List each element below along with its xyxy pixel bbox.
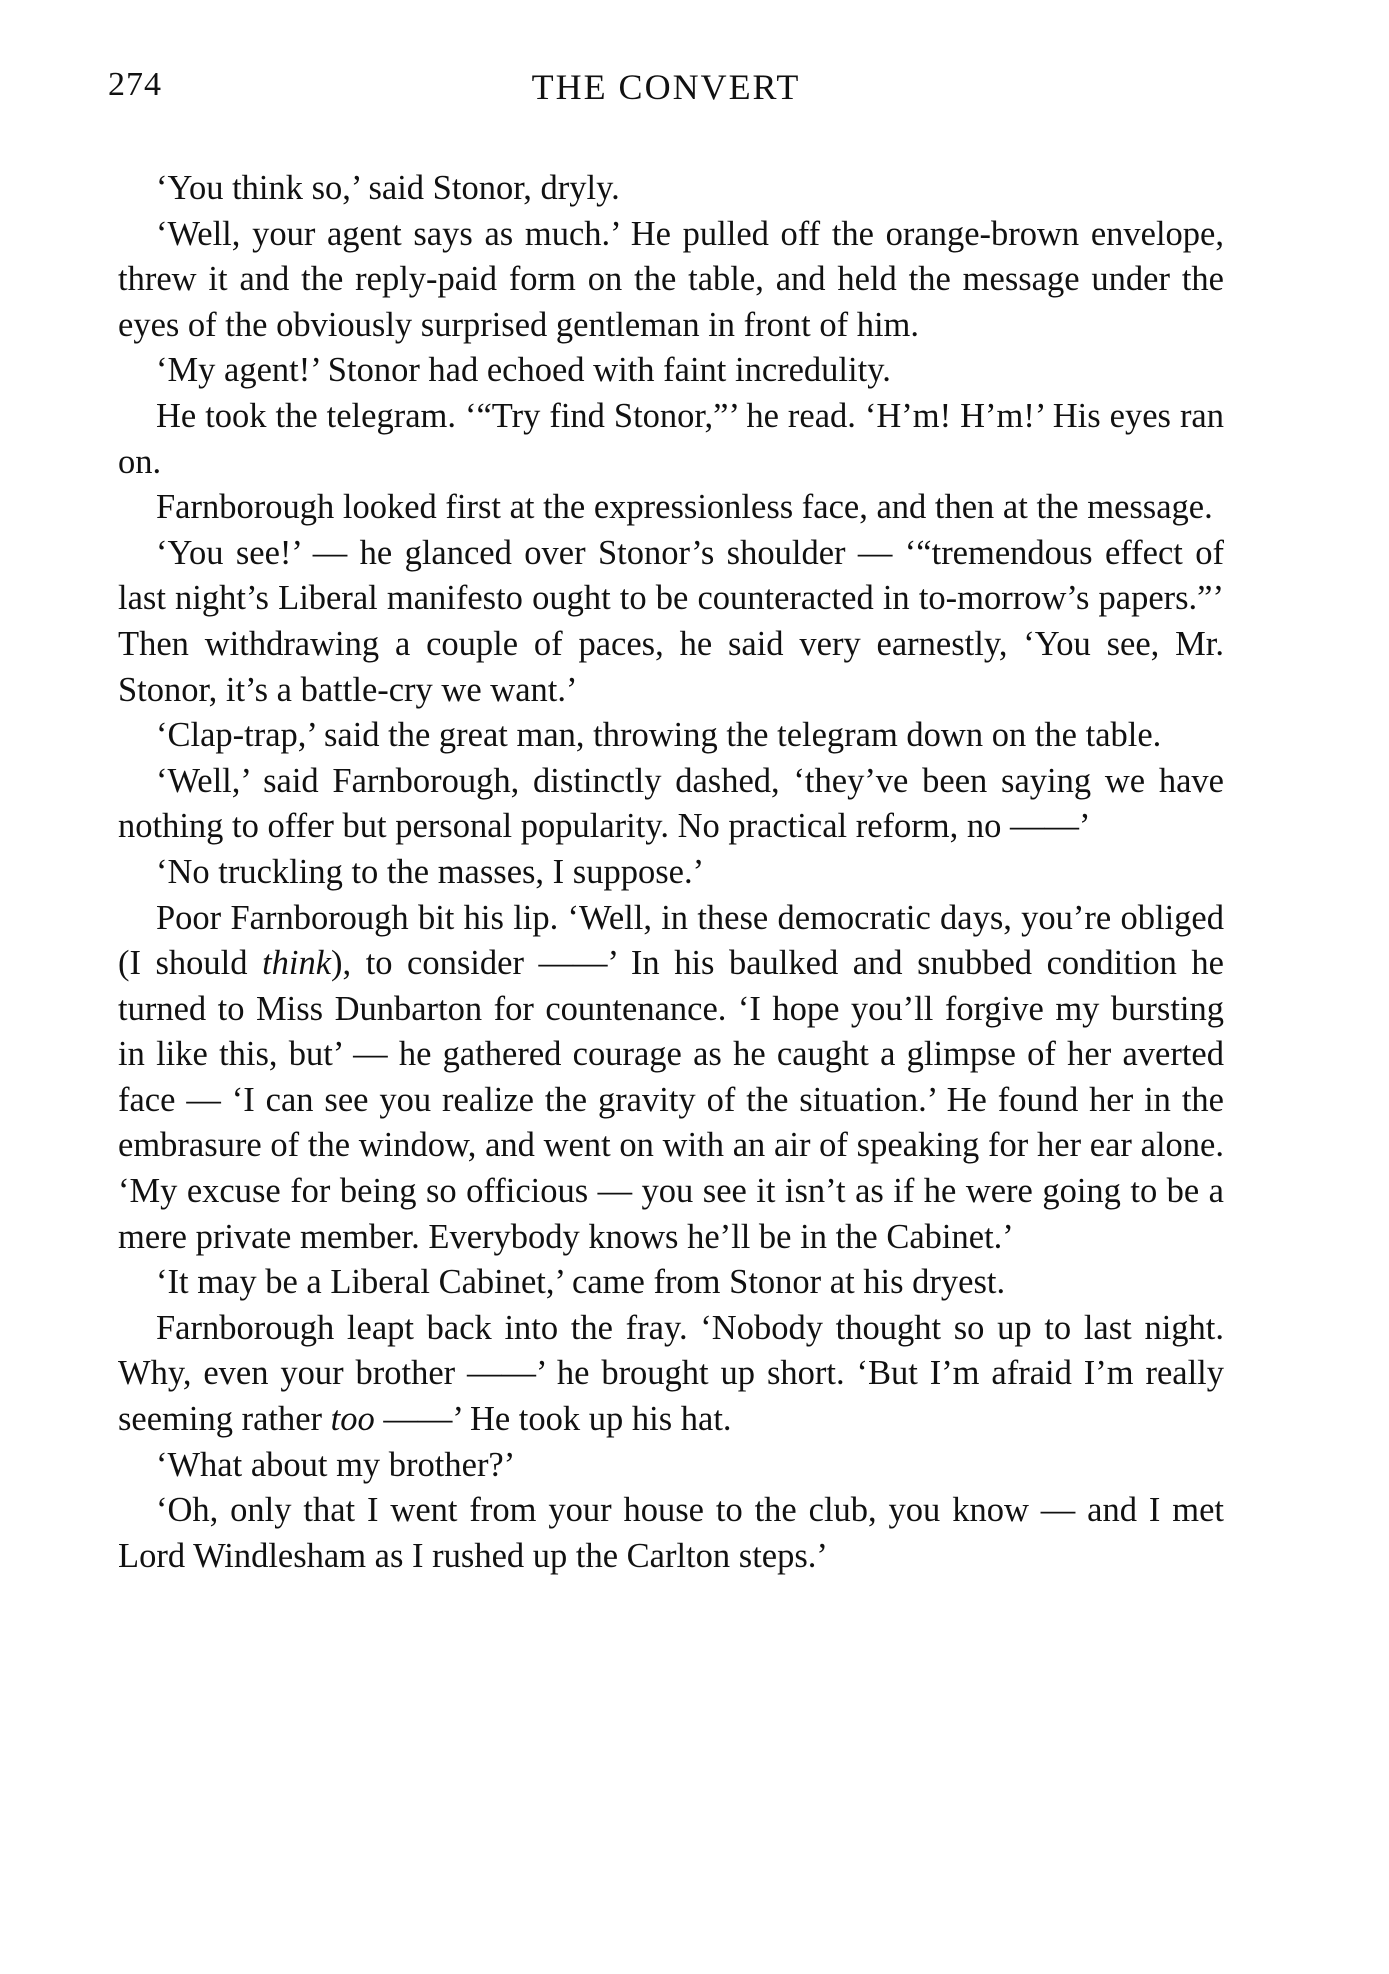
paragraph: ‘You think so,’ said Stonor, dryly. bbox=[156, 169, 620, 207]
paragraph: ‘No truckling to the masses, I suppose.’ bbox=[156, 852, 705, 891]
paragraph: ‘Oh, only that I went from your house to the club, you know — and I met Lord Windlesham as I rushed up the Carlton steps.’ bbox=[118, 1491, 1224, 1575]
paragraph-text: Poor Farnborough bit his lip. ‘Well, in these democratic days, you’re obliged (I should bbox=[118, 898, 1224, 983]
paragraph: Farnborough looked first at the expressionless face, and then at the message. bbox=[156, 488, 1213, 527]
paragraph: ‘Well,’ said Farnborough, distinctly dashed, ‘they’ve been saying we have nothing to offer but personal popularity. No practical reform, no ——’ bbox=[118, 761, 1224, 846]
paragraph-text: Farnborough leapt back into the fray. ‘Nobody thought so up to last night. Why, even your brother ——’ he brought up short. ‘But I’m afraid I’m really seeming rather bbox=[118, 1308, 1224, 1439]
paragraph: ‘My agent!’ Stonor had echoed with faint incredulity. bbox=[156, 351, 891, 390]
emphasis-text: think bbox=[262, 944, 332, 983]
page-number: 274 bbox=[108, 66, 162, 103]
body-text bbox=[118, 166, 1224, 1579]
paragraph: ‘Clap-trap,’ said the great man, throwing the telegram down on the table. bbox=[156, 716, 1162, 755]
paragraph-text: ), to consider ——’ In his baulked and snubbed condition he turned to Miss Dunbarton for countenance. ‘I hope you’ll forgive my bursting in like this, but’ — he gathered courage as he caught a glimpse of her averted face — ‘I can see you realize the gravity of the situation.’ He found her in the embrasure of the window, and went on with an air of speaking for her ear alone. ‘My excuse for being so officious — you see it isn’t as if he were going to be a mere private member. Everybody knows he’ll be in the Cabinet.’ bbox=[118, 944, 1224, 1256]
paragraph bbox=[118, 1306, 1224, 1443]
paragraph: ‘Well, your agent says as much.’ He pulled off the orange-brown envelope, threw it and the reply-paid form on the table, and held the message under the eyes of the obviously surprised gentleman in front of him. bbox=[118, 214, 1224, 344]
paragraph: ‘You see!’ — he glanced over Stonor’s shoulder — ‘“tremendous effect of last night’s Liberal manifesto ought to be counteracted in to-morrow’s papers.”’ Then withdrawing a couple of paces, he said very earnestly, ‘You see, Mr. Stonor, it’s a battle-cry we want.’ bbox=[118, 533, 1224, 709]
emphasis-text: too bbox=[330, 1400, 375, 1439]
paragraph: ‘It may be a Liberal Cabinet,’ came from Stonor at his dryest. bbox=[156, 1263, 1006, 1302]
paragraph bbox=[118, 896, 1224, 1261]
paragraph-text: ——’ He took up his hat. bbox=[374, 1400, 732, 1439]
paragraph: He took the telegram. ‘“Try find Stonor,”’ he read. ‘H’m! H’m!’ His eyes ran on. bbox=[118, 396, 1224, 481]
running-title: THE CONVERT bbox=[531, 67, 801, 107]
paragraph: ‘What about my brother?’ bbox=[156, 1445, 516, 1484]
page-header bbox=[108, 66, 1224, 126]
